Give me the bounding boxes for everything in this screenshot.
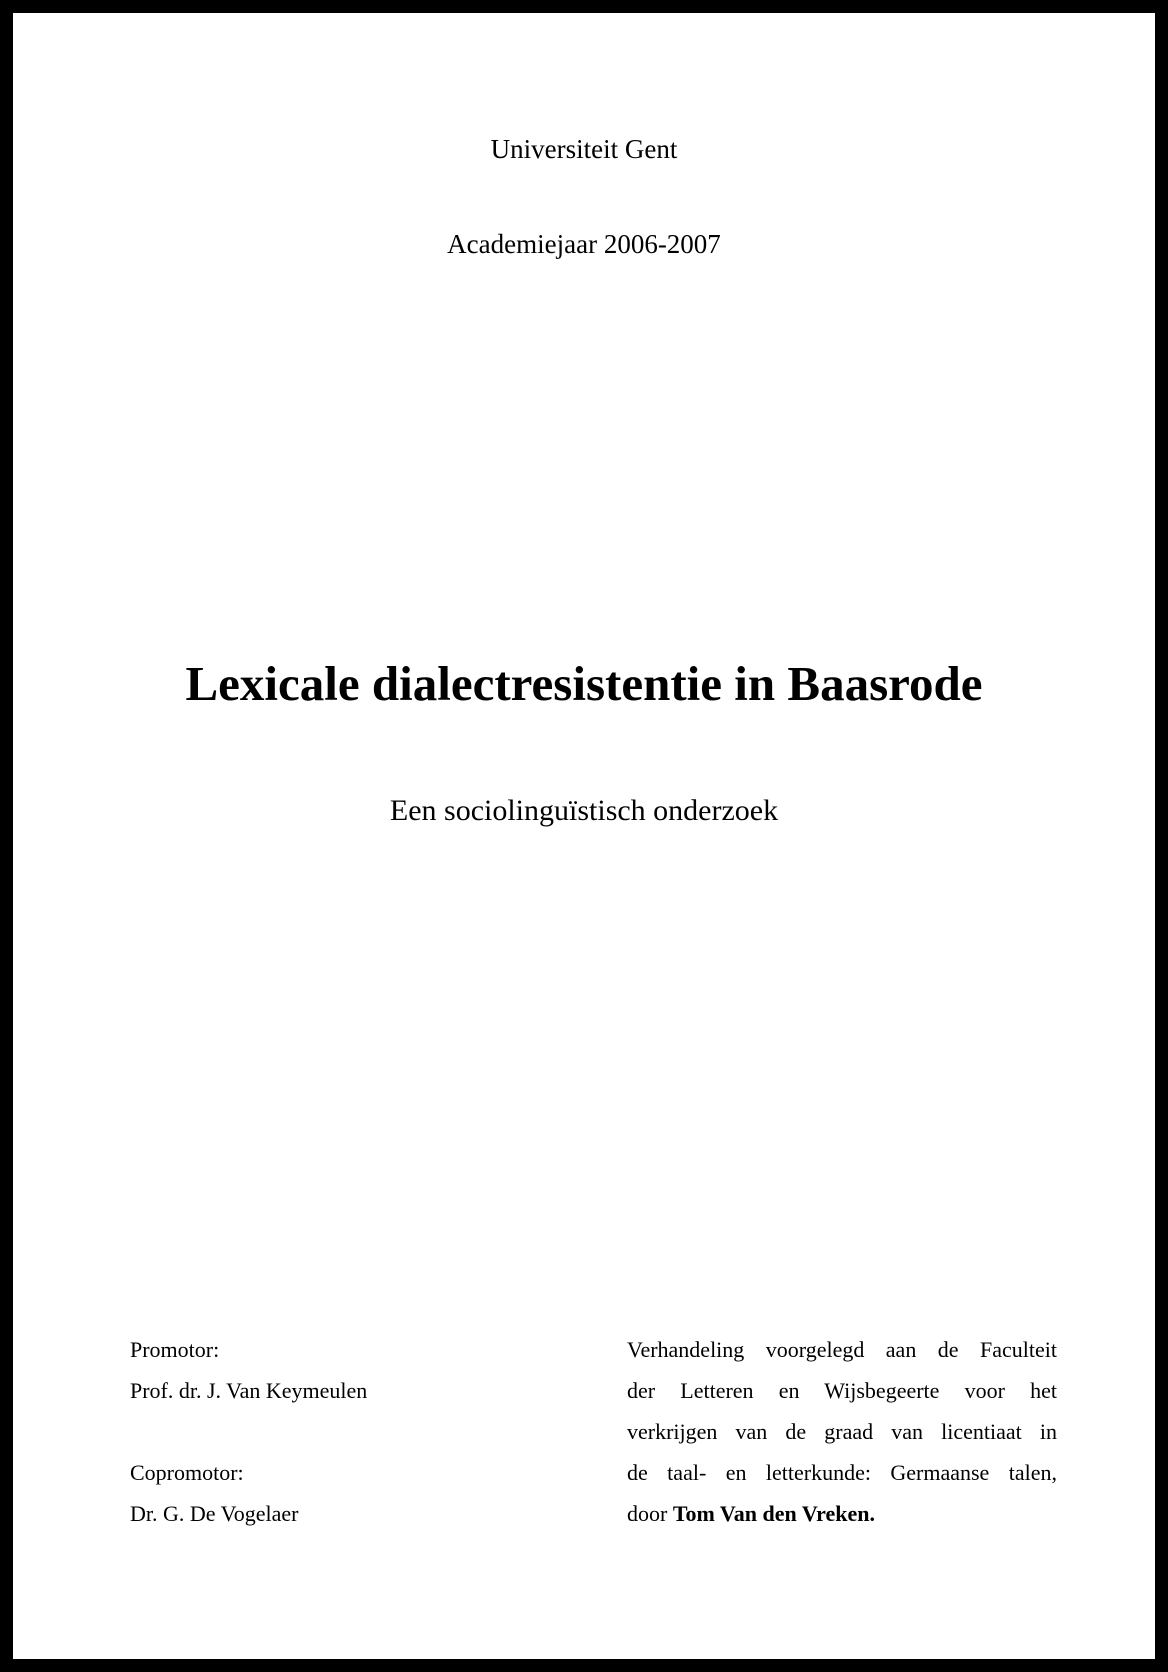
dissertation-statement (627, 1329, 1057, 1534)
thesis-subtitle: Een sociolinguïstisch onderzoek (389, 794, 779, 827)
title-page (13, 13, 1155, 1659)
supervisors-block (130, 1329, 367, 1534)
thesis-title: Lexicale dialectresistentie in Baasrode (185, 656, 983, 711)
statement-line-4: de taal- en letterkunde: Germaanse talen, (627, 1460, 1057, 1485)
copromotor-label: Copromotor: (130, 1460, 244, 1485)
university-name: Universiteit Gent (490, 134, 678, 164)
author-name: Tom Van den Vreken. (672, 1501, 875, 1526)
statement-line-5 (627, 1493, 1057, 1534)
statement-prefix: door (627, 1501, 668, 1526)
spacer (130, 1411, 367, 1452)
copromotor-name: Dr. G. De Vogelaer (130, 1501, 299, 1526)
promotor-label: Promotor: (130, 1337, 220, 1362)
academic-year: Academiejaar 2006-2007 (447, 229, 721, 259)
statement-line-2: der Letteren en Wijsbegeerte voor het (627, 1378, 1057, 1403)
promotor-name: Prof. dr. J. Van Keymeulen (130, 1378, 368, 1403)
statement-line-1: Verhandeling voorgelegd aan de Faculteit (627, 1337, 1057, 1362)
statement-line-3: verkrijgen van de graad van licentiaat in (627, 1419, 1057, 1444)
